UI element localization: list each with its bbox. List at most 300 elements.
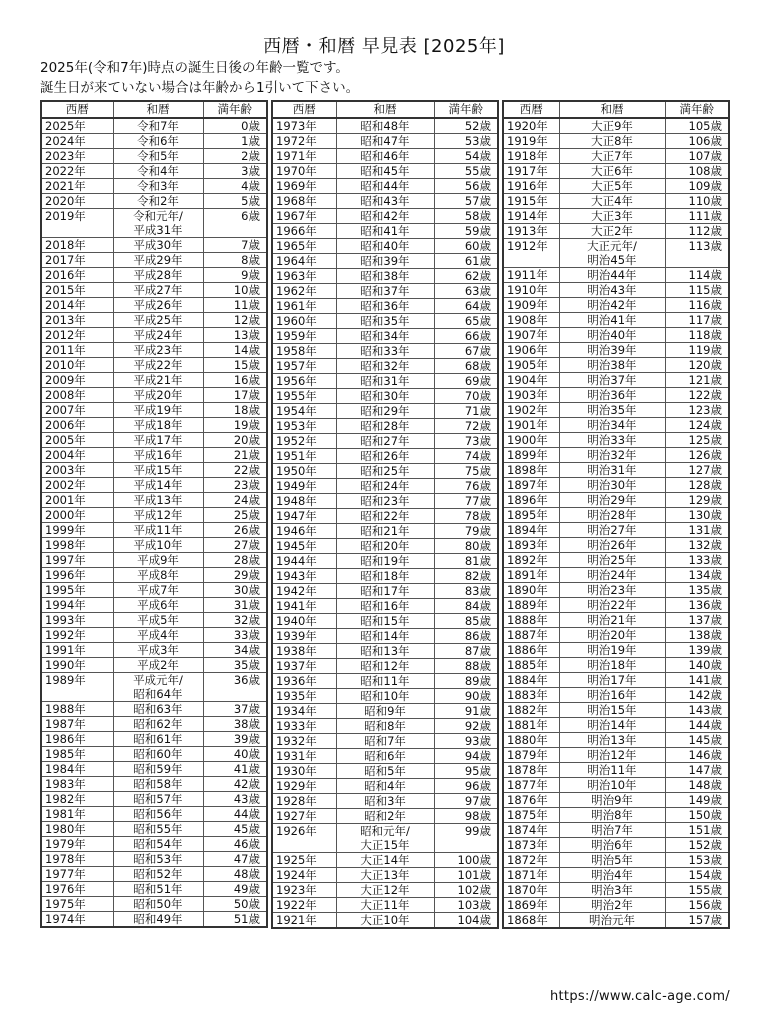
wareki-line: 明治31年 bbox=[587, 463, 637, 477]
table-row bbox=[41, 343, 267, 358]
seireki-cell: 2018年 bbox=[41, 238, 113, 253]
wareki-line: 昭和21年 bbox=[360, 524, 410, 538]
wareki-cell bbox=[336, 898, 434, 913]
wareki-line: 昭和39年 bbox=[360, 254, 410, 268]
wareki-line: 大正3年 bbox=[591, 209, 633, 223]
wareki-line: 令和2年 bbox=[137, 194, 179, 208]
wareki-line: 明治6年 bbox=[591, 838, 633, 852]
wareki-line: 昭和33年 bbox=[360, 344, 410, 358]
wareki-cell bbox=[336, 674, 434, 689]
age-cell: 105歳 bbox=[665, 118, 729, 134]
wareki-cell bbox=[559, 418, 665, 433]
wareki-cell bbox=[559, 718, 665, 733]
wareki-line: 大正2年 bbox=[591, 224, 633, 238]
table-row bbox=[272, 599, 498, 614]
age-cell: 124歳 bbox=[665, 418, 729, 433]
seireki-cell: 1905年 bbox=[503, 358, 559, 373]
wareki-line: 明治15年 bbox=[587, 703, 637, 717]
wareki-line: 平成5年 bbox=[137, 613, 179, 627]
wareki-line: 明治42年 bbox=[587, 298, 637, 312]
wareki-line: 明治21年 bbox=[587, 613, 637, 627]
seireki-cell: 1891年 bbox=[503, 568, 559, 583]
table-row bbox=[41, 493, 267, 508]
wareki-line: 令和6年 bbox=[137, 134, 179, 148]
wareki-cell bbox=[113, 747, 203, 762]
age-cell: 53歳 bbox=[434, 134, 498, 149]
seireki-cell: 1995年 bbox=[41, 583, 113, 598]
wareki-cell bbox=[336, 179, 434, 194]
wareki-line: 明治41年 bbox=[587, 313, 637, 327]
wareki-line: 昭和56年 bbox=[133, 807, 183, 821]
age-cell: 121歳 bbox=[665, 373, 729, 388]
table-row bbox=[272, 509, 498, 524]
age-cell: 92歳 bbox=[434, 719, 498, 734]
wareki-cell bbox=[336, 509, 434, 524]
table-row bbox=[272, 344, 498, 359]
seireki-cell: 1978年 bbox=[41, 852, 113, 867]
age-cell: 120歳 bbox=[665, 358, 729, 373]
table-row bbox=[503, 838, 729, 853]
table-row bbox=[503, 718, 729, 733]
wareki-line: 大正8年 bbox=[591, 134, 633, 148]
table-row bbox=[41, 403, 267, 418]
wareki-cell bbox=[113, 658, 203, 673]
age-cell: 41歳 bbox=[203, 762, 267, 777]
wareki-cell bbox=[113, 867, 203, 882]
table-row bbox=[272, 674, 498, 689]
wareki-cell bbox=[336, 479, 434, 494]
table-row bbox=[272, 254, 498, 269]
age-cell: 147歳 bbox=[665, 763, 729, 778]
table-row bbox=[272, 539, 498, 554]
wareki-line: 昭和22年 bbox=[360, 509, 410, 523]
wareki-cell bbox=[113, 149, 203, 164]
age-cell: 37歳 bbox=[203, 702, 267, 717]
wareki-cell bbox=[113, 313, 203, 328]
seireki-cell: 1897年 bbox=[503, 478, 559, 493]
wareki-cell bbox=[113, 568, 203, 583]
wareki-cell bbox=[559, 209, 665, 224]
seireki-cell: 1962年 bbox=[272, 284, 336, 299]
wareki-cell bbox=[113, 194, 203, 209]
table-row bbox=[503, 793, 729, 808]
wareki-line: 昭和2年 bbox=[364, 809, 406, 823]
wareki-cell bbox=[559, 598, 665, 613]
wareki-cell bbox=[559, 523, 665, 538]
wareki-line: 平成28年 bbox=[133, 268, 183, 282]
wareki-line: 令和元年/ bbox=[133, 209, 183, 223]
table-row bbox=[503, 268, 729, 283]
table-row bbox=[41, 658, 267, 673]
age-cell: 93歳 bbox=[434, 734, 498, 749]
wareki-cell bbox=[336, 254, 434, 269]
wareki-cell bbox=[113, 732, 203, 747]
wareki-line: 昭和61年 bbox=[133, 732, 183, 746]
table-body bbox=[41, 118, 267, 927]
seireki-cell: 1975年 bbox=[41, 897, 113, 912]
wareki-line: 平成19年 bbox=[133, 403, 183, 417]
wareki-line: 平成23年 bbox=[133, 343, 183, 357]
age-cell: 101歳 bbox=[434, 868, 498, 883]
seireki-cell: 1931年 bbox=[272, 749, 336, 764]
wareki-cell bbox=[559, 478, 665, 493]
seireki-cell: 1951年 bbox=[272, 449, 336, 464]
wareki-line: 昭和59年 bbox=[133, 762, 183, 776]
table-row bbox=[272, 689, 498, 704]
seireki-cell: 1998年 bbox=[41, 538, 113, 553]
seireki-cell: 1892年 bbox=[503, 553, 559, 568]
seireki-cell: 1881年 bbox=[503, 718, 559, 733]
wareki-line: 昭和52年 bbox=[133, 867, 183, 881]
wareki-cell bbox=[336, 434, 434, 449]
age-cell: 9歳 bbox=[203, 268, 267, 283]
wareki-line: 平成30年 bbox=[133, 238, 183, 252]
wareki-line: 平成11年 bbox=[133, 523, 183, 537]
age-cell: 11歳 bbox=[203, 298, 267, 313]
age-cell: 32歳 bbox=[203, 613, 267, 628]
seireki-cell: 1955年 bbox=[272, 389, 336, 404]
seireki-cell: 1989年 bbox=[41, 673, 113, 702]
header-wareki: 和暦 bbox=[336, 101, 434, 118]
wareki-line: 明治36年 bbox=[587, 388, 637, 402]
table-row bbox=[272, 719, 498, 734]
seireki-cell: 2010年 bbox=[41, 358, 113, 373]
wareki-cell bbox=[113, 852, 203, 867]
table-row bbox=[41, 717, 267, 732]
table-row bbox=[41, 732, 267, 747]
wareki-cell bbox=[559, 164, 665, 179]
seireki-cell: 1991年 bbox=[41, 643, 113, 658]
wareki-line: 昭和6年 bbox=[364, 749, 406, 763]
seireki-cell: 1927年 bbox=[272, 809, 336, 824]
wareki-cell bbox=[336, 299, 434, 314]
age-cell: 98歳 bbox=[434, 809, 498, 824]
age-cell: 88歳 bbox=[434, 659, 498, 674]
seireki-cell: 2009年 bbox=[41, 373, 113, 388]
wareki-cell bbox=[559, 433, 665, 448]
wareki-line: 明治34年 bbox=[587, 418, 637, 432]
seireki-cell: 1934年 bbox=[272, 704, 336, 719]
wareki-cell bbox=[559, 553, 665, 568]
wareki-line: 昭和40年 bbox=[360, 239, 410, 253]
wareki-cell bbox=[336, 329, 434, 344]
wareki-line: 明治4年 bbox=[591, 868, 633, 882]
age-cell: 46歳 bbox=[203, 837, 267, 852]
wareki-cell bbox=[113, 283, 203, 298]
table-row bbox=[41, 837, 267, 852]
seireki-cell: 1976年 bbox=[41, 882, 113, 897]
age-cell: 12歳 bbox=[203, 313, 267, 328]
wareki-line: 平成6年 bbox=[137, 598, 179, 612]
table-row bbox=[503, 224, 729, 239]
wareki-cell bbox=[336, 149, 434, 164]
seireki-cell: 2019年 bbox=[41, 209, 113, 238]
seireki-cell: 1929年 bbox=[272, 779, 336, 794]
seireki-cell: 2001年 bbox=[41, 493, 113, 508]
wareki-cell bbox=[336, 359, 434, 374]
table-row bbox=[272, 239, 498, 254]
wareki-cell bbox=[559, 898, 665, 913]
table-row bbox=[503, 658, 729, 673]
table-row bbox=[41, 867, 267, 882]
wareki-cell bbox=[336, 344, 434, 359]
wareki-line: 昭和47年 bbox=[360, 134, 410, 148]
wareki-line: 明治16年 bbox=[587, 688, 637, 702]
table-row bbox=[41, 792, 267, 807]
wareki-cell bbox=[559, 658, 665, 673]
seireki-cell: 1947年 bbox=[272, 509, 336, 524]
wareki-cell bbox=[113, 268, 203, 283]
seireki-cell: 2015年 bbox=[41, 283, 113, 298]
seireki-cell: 1961年 bbox=[272, 299, 336, 314]
age-cell: 7歳 bbox=[203, 238, 267, 253]
wareki-line: 明治13年 bbox=[587, 733, 637, 747]
table-row bbox=[503, 568, 729, 583]
wareki-cell bbox=[336, 913, 434, 929]
table-row bbox=[41, 118, 267, 134]
wareki-cell bbox=[559, 688, 665, 703]
age-cell: 113歳 bbox=[665, 239, 729, 268]
wareki-cell bbox=[336, 419, 434, 434]
table-row bbox=[503, 358, 729, 373]
table-row bbox=[41, 448, 267, 463]
seireki-cell: 1932年 bbox=[272, 734, 336, 749]
seireki-cell: 1952年 bbox=[272, 434, 336, 449]
age-cell: 51歳 bbox=[203, 912, 267, 928]
wareki-cell bbox=[336, 644, 434, 659]
table-row bbox=[503, 808, 729, 823]
table-row bbox=[503, 508, 729, 523]
seireki-cell: 1923年 bbox=[272, 883, 336, 898]
wareki-line: 平成18年 bbox=[133, 418, 183, 432]
seireki-cell: 1994年 bbox=[41, 598, 113, 613]
wareki-line: 令和4年 bbox=[137, 164, 179, 178]
seireki-cell: 1957年 bbox=[272, 359, 336, 374]
seireki-cell: 2022年 bbox=[41, 164, 113, 179]
table-row bbox=[41, 777, 267, 792]
age-cell: 143歳 bbox=[665, 703, 729, 718]
wareki-line: 昭和9年 bbox=[364, 704, 406, 718]
age-cell: 21歳 bbox=[203, 448, 267, 463]
table-row bbox=[272, 374, 498, 389]
wareki-line: 昭和24年 bbox=[360, 479, 410, 493]
wareki-line: 明治26年 bbox=[587, 538, 637, 552]
seireki-cell: 2004年 bbox=[41, 448, 113, 463]
table-row bbox=[41, 164, 267, 179]
table-row bbox=[41, 373, 267, 388]
wareki-cell bbox=[113, 508, 203, 523]
table-row bbox=[41, 613, 267, 628]
seireki-cell: 1904年 bbox=[503, 373, 559, 388]
table-row bbox=[503, 598, 729, 613]
wareki-line: 昭和36年 bbox=[360, 299, 410, 313]
wareki-line: 昭和45年 bbox=[360, 164, 410, 178]
wareki-cell bbox=[559, 239, 665, 268]
wareki-cell bbox=[336, 374, 434, 389]
age-cell: 2歳 bbox=[203, 149, 267, 164]
age-cell: 141歳 bbox=[665, 673, 729, 688]
wareki-line: 昭和19年 bbox=[360, 554, 410, 568]
wareki-cell bbox=[113, 433, 203, 448]
wareki-line: 平成17年 bbox=[133, 433, 183, 447]
age-cell: 104歳 bbox=[434, 913, 498, 929]
age-cell: 19歳 bbox=[203, 418, 267, 433]
seireki-cell: 2013年 bbox=[41, 313, 113, 328]
wareki-cell bbox=[336, 614, 434, 629]
wareki-line: 明治25年 bbox=[587, 553, 637, 567]
table-row bbox=[503, 478, 729, 493]
table-row bbox=[41, 747, 267, 762]
table-row bbox=[503, 118, 729, 134]
table-header bbox=[503, 101, 729, 118]
age-cell: 152歳 bbox=[665, 838, 729, 853]
age-cell: 136歳 bbox=[665, 598, 729, 613]
table-row bbox=[503, 613, 729, 628]
seireki-cell: 1969年 bbox=[272, 179, 336, 194]
table-row bbox=[41, 583, 267, 598]
age-cell: 155歳 bbox=[665, 883, 729, 898]
age-cell: 30歳 bbox=[203, 583, 267, 598]
wareki-cell bbox=[336, 269, 434, 284]
seireki-cell: 1901年 bbox=[503, 418, 559, 433]
age-cell: 57歳 bbox=[434, 194, 498, 209]
wareki-cell bbox=[559, 913, 665, 929]
table-row bbox=[503, 868, 729, 883]
table-row bbox=[503, 493, 729, 508]
table-row bbox=[41, 149, 267, 164]
seireki-cell: 1888年 bbox=[503, 613, 559, 628]
table-row bbox=[41, 538, 267, 553]
seireki-cell: 1924年 bbox=[272, 868, 336, 883]
seireki-cell: 1966年 bbox=[272, 224, 336, 239]
wareki-line: 明治40年 bbox=[587, 328, 637, 342]
wareki-line: 平成21年 bbox=[133, 373, 183, 387]
table-row bbox=[503, 883, 729, 898]
seireki-cell: 1933年 bbox=[272, 719, 336, 734]
age-table-1 bbox=[40, 100, 268, 928]
wareki-line: 大正12年 bbox=[360, 883, 410, 897]
age-cell: 126歳 bbox=[665, 448, 729, 463]
seireki-cell: 1936年 bbox=[272, 674, 336, 689]
wareki-cell bbox=[559, 568, 665, 583]
note-line-2: 誕生日が来ていない場合は年齢から1引いて下さい。 bbox=[40, 80, 360, 96]
wareki-cell bbox=[113, 298, 203, 313]
wareki-cell bbox=[336, 689, 434, 704]
seireki-cell: 1890年 bbox=[503, 583, 559, 598]
wareki-line: 昭和60年 bbox=[133, 747, 183, 761]
table-row bbox=[41, 702, 267, 717]
table-row bbox=[503, 179, 729, 194]
wareki-cell bbox=[559, 703, 665, 718]
seireki-cell: 1900年 bbox=[503, 433, 559, 448]
seireki-cell: 1979年 bbox=[41, 837, 113, 852]
wareki-cell bbox=[559, 883, 665, 898]
wareki-line: 昭和18年 bbox=[360, 569, 410, 583]
wareki-cell bbox=[336, 883, 434, 898]
wareki-line: 昭和7年 bbox=[364, 734, 406, 748]
seireki-cell: 1918年 bbox=[503, 149, 559, 164]
table-row bbox=[272, 734, 498, 749]
wareki-cell bbox=[559, 313, 665, 328]
table-row bbox=[272, 449, 498, 464]
wareki-cell bbox=[559, 194, 665, 209]
age-cell: 28歳 bbox=[203, 553, 267, 568]
wareki-cell bbox=[113, 463, 203, 478]
wareki-line: 明治8年 bbox=[591, 808, 633, 822]
wareki-line: 大正14年 bbox=[360, 853, 410, 867]
age-cell: 39歳 bbox=[203, 732, 267, 747]
wareki-cell bbox=[113, 403, 203, 418]
age-cell: 76歳 bbox=[434, 479, 498, 494]
seireki-cell: 1982年 bbox=[41, 792, 113, 807]
seireki-cell: 2005年 bbox=[41, 433, 113, 448]
wareki-cell bbox=[113, 448, 203, 463]
seireki-cell: 2020年 bbox=[41, 194, 113, 209]
seireki-cell: 1944年 bbox=[272, 554, 336, 569]
age-cell: 151歳 bbox=[665, 823, 729, 838]
seireki-cell: 1912年 bbox=[503, 239, 559, 268]
seireki-cell: 1997年 bbox=[41, 553, 113, 568]
table-row bbox=[272, 794, 498, 809]
age-cell: 1歳 bbox=[203, 134, 267, 149]
table-row bbox=[503, 673, 729, 688]
age-cell: 111歳 bbox=[665, 209, 729, 224]
seireki-cell: 2021年 bbox=[41, 179, 113, 194]
wareki-line: 昭和15年 bbox=[360, 614, 410, 628]
table-row bbox=[41, 628, 267, 643]
wareki-line: 昭和11年 bbox=[360, 674, 410, 688]
wareki-cell bbox=[559, 403, 665, 418]
table-row bbox=[503, 748, 729, 763]
seireki-cell: 2003年 bbox=[41, 463, 113, 478]
age-cell: 148歳 bbox=[665, 778, 729, 793]
table-row bbox=[41, 209, 267, 238]
seireki-cell: 1917年 bbox=[503, 164, 559, 179]
age-cell: 154歳 bbox=[665, 868, 729, 883]
wareki-cell bbox=[336, 569, 434, 584]
wareki-line: 令和5年 bbox=[137, 149, 179, 163]
wareki-cell bbox=[336, 494, 434, 509]
seireki-cell: 2006年 bbox=[41, 418, 113, 433]
seireki-cell: 1926年 bbox=[272, 824, 336, 853]
table-row bbox=[272, 404, 498, 419]
wareki-line: 明治44年 bbox=[587, 268, 637, 282]
table-row bbox=[503, 239, 729, 268]
age-cell: 61歳 bbox=[434, 254, 498, 269]
table-row bbox=[503, 778, 729, 793]
wareki-line: 昭和55年 bbox=[133, 822, 183, 836]
wareki-cell bbox=[336, 764, 434, 779]
wareki-line: 昭和25年 bbox=[360, 464, 410, 478]
seireki-cell: 2025年 bbox=[41, 118, 113, 134]
wareki-line: 平成9年 bbox=[137, 553, 179, 567]
age-cell: 109歳 bbox=[665, 179, 729, 194]
seireki-cell: 1945年 bbox=[272, 539, 336, 554]
wareki-line: 平成13年 bbox=[133, 493, 183, 507]
table-row bbox=[503, 343, 729, 358]
age-cell: 116歳 bbox=[665, 298, 729, 313]
wareki-cell bbox=[336, 224, 434, 239]
table-row bbox=[41, 328, 267, 343]
seireki-cell: 1970年 bbox=[272, 164, 336, 179]
wareki-cell bbox=[559, 343, 665, 358]
seireki-cell: 1996年 bbox=[41, 568, 113, 583]
table-row bbox=[272, 179, 498, 194]
table-row bbox=[503, 463, 729, 478]
age-cell: 112歳 bbox=[665, 224, 729, 239]
wareki-line: 昭和8年 bbox=[364, 719, 406, 733]
age-cell: 15歳 bbox=[203, 358, 267, 373]
